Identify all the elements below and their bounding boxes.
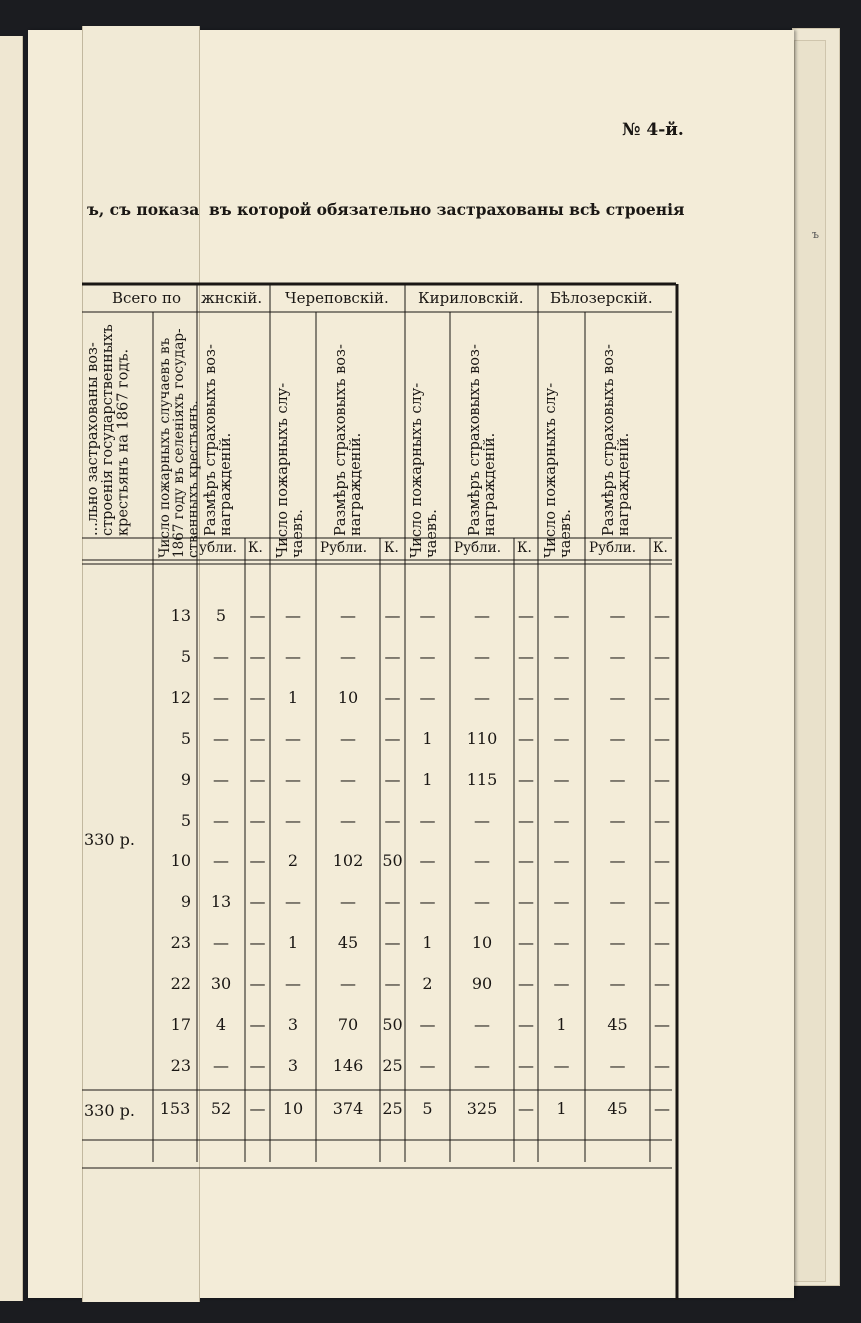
cell-c1-k: — — [249, 1015, 266, 1034]
total-c4-r: 45 — [607, 1099, 628, 1118]
cell-c4-k: — — [654, 974, 670, 994]
total-c4-k: — — [654, 1099, 670, 1118]
total-c3-n: 5 — [422, 1099, 433, 1118]
cell-c1-k: — — [249, 933, 266, 953]
cell-c4-r: — — [609, 933, 626, 953]
cell-c1-r: — — [213, 769, 229, 789]
col-header-fires-d3: Число пожарныхъ слу- чаевъ. — [409, 382, 441, 558]
col-header-payment-d3: Размѣръ страховыхъ воз- награжденій. — [467, 344, 499, 536]
cell-c3-r: — — [474, 687, 490, 707]
cell-total: 17 — [170, 1015, 191, 1034]
page-stack-edge-inner — [794, 40, 826, 1282]
cell-c2-n: 3 — [287, 1015, 299, 1034]
unit-kop-d3: К. — [517, 540, 532, 556]
cell-c4-r: — — [609, 687, 626, 707]
totals-assessed: 330 р. — [84, 1101, 135, 1120]
cell-c4-r: — — [609, 1055, 626, 1075]
cell-c2-r: — — [340, 974, 356, 994]
cell-c4-r: — — [609, 892, 626, 912]
cell-c4-r: — — [609, 646, 626, 666]
cell-total: 22 — [170, 974, 191, 994]
cell-c1-r: — — [213, 810, 229, 830]
cell-c4-k: — — [654, 933, 670, 953]
total-c1-k: — — [249, 1099, 266, 1118]
col-header-assessed: ...льно застрахованы воз- строенія государственныхъ крестьянъ на 1867 годъ. — [85, 324, 132, 536]
cell-c2-k: — — [384, 892, 401, 912]
cell-c4-n: — — [553, 892, 570, 912]
cell-c2-k: — — [384, 810, 401, 830]
cell-c3-n: — — [419, 1015, 436, 1034]
cell-c4-k: — — [654, 646, 670, 666]
cell-c1-r: 13 — [210, 892, 232, 912]
cell-c1-r: 30 — [210, 974, 232, 994]
cell-c3-k: — — [518, 933, 534, 953]
cell-c3-r: — — [474, 892, 490, 912]
cell-c4-r: — — [609, 851, 626, 871]
cell-c2-r: — — [340, 810, 356, 830]
cell-c3-n: — — [419, 1055, 436, 1075]
cell-c2-n: — — [285, 728, 301, 748]
cell-c2-k: — — [384, 606, 401, 625]
cell-c4-n: — — [553, 851, 570, 871]
cell-c2-n: 1 — [287, 687, 299, 707]
cell-c3-r: — — [474, 606, 490, 625]
unit-rub-d1: убли. — [199, 540, 237, 556]
cell-c2-n: — — [285, 892, 301, 912]
cell-c3-k: — — [518, 728, 534, 748]
cell-c2-n: 2 — [287, 851, 299, 871]
cell-total: 23 — [170, 1055, 191, 1075]
cell-c4-k: — — [654, 851, 670, 871]
cell-c2-r: 70 — [337, 1015, 359, 1034]
cell-c3-k: — — [518, 646, 534, 666]
cell-c3-k: — — [518, 687, 534, 707]
cell-c2-r: — — [340, 769, 356, 789]
cell-c3-r: — — [474, 1055, 490, 1075]
cell-c3-k: — — [518, 1015, 534, 1034]
cell-c2-k: — — [384, 974, 401, 994]
cell-c1-r: — — [213, 728, 229, 748]
cell-c1-r: — — [213, 646, 229, 666]
group-header-kirillov: Кириловскій. — [418, 289, 524, 307]
cell-total: 23 — [170, 933, 191, 953]
cell-c3-n: — — [419, 810, 436, 830]
cell-c1-k: — — [249, 728, 266, 748]
cell-c3-n: — — [419, 687, 436, 707]
cell-c1-k: — — [249, 646, 266, 666]
cell-c3-n: 1 — [422, 933, 433, 953]
total-c3-r: 325 — [466, 1099, 498, 1118]
cell-total: 13 — [170, 606, 191, 625]
cell-c2-k: 50 — [382, 851, 403, 871]
cell-c3-r: — — [474, 1015, 490, 1034]
cell-c4-r: — — [609, 606, 626, 625]
cell-c2-k: — — [384, 769, 401, 789]
cell-c3-r: 115 — [466, 769, 498, 789]
cell-c1-r: 5 — [215, 606, 227, 625]
cell-c3-k: — — [518, 1055, 534, 1075]
cell-c3-n: — — [419, 606, 436, 625]
cell-c4-r: — — [609, 728, 626, 748]
col-header-fires-d2: Число пожарныхъ слу- чаевъ. — [275, 382, 307, 558]
cell-c3-k: — — [518, 606, 534, 625]
cell-c2-n: 3 — [287, 1055, 299, 1075]
col-header-fires-d4: Число пожарныхъ слу- чаевъ. — [543, 382, 575, 558]
cell-c4-n: — — [553, 974, 570, 994]
cell-c2-r: — — [340, 646, 356, 666]
unit-kop-d4: К. — [653, 540, 668, 556]
cell-c2-n: 1 — [287, 933, 299, 953]
cell-c3-k: — — [518, 974, 534, 994]
cell-c1-k: — — [249, 769, 266, 789]
cell-c4-n: — — [553, 687, 570, 707]
col-header-total-fires: Число пожарныхъ случаевъ въ 1867 году въ селеніяхъ государ- ственныхъ крестьянъ. — [157, 328, 202, 558]
cell-c3-n: 1 — [422, 728, 433, 748]
cell-c2-r: — — [340, 606, 356, 625]
cell-c1-r: — — [213, 1055, 229, 1075]
total-c3-k: — — [518, 1099, 534, 1118]
cell-c2-r: 45 — [337, 933, 359, 953]
col-header-payment-d4: Размѣръ страховыхъ воз- награжденій. — [601, 344, 633, 536]
cell-total: 12 — [170, 687, 191, 707]
total-total: 153 — [159, 1099, 191, 1118]
header-title: въ которой обязательно застрахованы всѣ строенія — [209, 200, 685, 219]
left-page-edge — [0, 36, 23, 1301]
cell-c3-r: 10 — [471, 933, 493, 953]
group-header-cherepovets: Череповскій. — [285, 289, 389, 307]
cell-c1-k: — — [249, 974, 266, 994]
cell-c3-n: 1 — [422, 769, 433, 789]
cell-c2-k: 50 — [382, 1015, 403, 1034]
cell-c2-k: 25 — [382, 1055, 403, 1075]
unit-rub-d2: Рубли. — [320, 540, 368, 556]
cell-c4-n: — — [553, 933, 570, 953]
cell-c4-n: — — [553, 810, 570, 830]
cell-c2-n: — — [285, 974, 301, 994]
col-header-payment-d2: Размѣръ страховыхъ воз- награжденій. — [333, 344, 365, 536]
cell-c4-n: — — [553, 1055, 570, 1075]
cell-total: 9 — [180, 892, 191, 912]
assessed-value: 330 р. — [84, 830, 135, 849]
cell-c2-r: — — [340, 892, 356, 912]
cell-c2-k: — — [384, 933, 401, 953]
cell-c4-n: — — [553, 769, 570, 789]
unit-rub-d3: Рубли. — [454, 540, 502, 556]
cell-c4-k: — — [654, 769, 670, 789]
cell-c1-r: 4 — [215, 1015, 227, 1034]
cell-total: 9 — [180, 769, 191, 789]
total-c1-r: 52 — [210, 1099, 232, 1118]
total-c2-k: 25 — [382, 1099, 403, 1118]
cell-c4-r: — — [609, 810, 626, 830]
cell-c3-r: 90 — [471, 974, 493, 994]
cell-c2-k: — — [384, 646, 401, 666]
cell-total: 10 — [170, 851, 191, 871]
cell-c1-r: — — [213, 933, 229, 953]
cell-c2-n: — — [285, 810, 301, 830]
unit-kop-d1: К. — [248, 540, 263, 556]
cell-c3-k: — — [518, 851, 534, 871]
cell-total: 5 — [180, 728, 191, 748]
cell-c4-k: — — [654, 810, 670, 830]
col-header-payment-d1: Размѣръ страховыхъ воз- награжденій. — [203, 344, 235, 536]
cell-c3-n: — — [419, 892, 436, 912]
cell-c1-r: — — [213, 687, 229, 707]
cell-c3-k: — — [518, 892, 534, 912]
cell-c4-k: — — [654, 1015, 670, 1034]
cell-c2-r: 102 — [332, 851, 364, 871]
cell-c3-r: 110 — [466, 728, 498, 748]
cell-c3-r: — — [474, 851, 490, 871]
unit-rub-d4: Рубли. — [589, 540, 637, 556]
cell-c1-k: — — [249, 687, 266, 707]
group-header-belozersk: Бѣлозерскій. — [550, 289, 653, 307]
cell-c2-r: 10 — [337, 687, 359, 707]
cell-c4-n: — — [553, 646, 570, 666]
cell-c3-k: — — [518, 810, 534, 830]
cell-c4-r: — — [609, 769, 626, 789]
group-header-district-1: жнскій. — [201, 289, 263, 307]
cell-c4-k: — — [654, 1055, 670, 1075]
cell-c2-n: — — [285, 606, 301, 625]
cell-c3-r: — — [474, 646, 490, 666]
cell-c4-n: 1 — [556, 1015, 567, 1034]
edge-glyph: ъ — [812, 228, 819, 241]
cell-c2-n: — — [285, 646, 301, 666]
cell-c4-n: — — [553, 606, 570, 625]
cell-c2-k: — — [384, 728, 401, 748]
cell-c3-n: 2 — [422, 974, 433, 994]
cell-c4-n: — — [553, 728, 570, 748]
cell-c1-k: — — [249, 892, 266, 912]
cell-c4-k: — — [654, 728, 670, 748]
cell-c2-r: — — [340, 728, 356, 748]
cell-c2-k: — — [384, 687, 401, 707]
total-c2-r: 374 — [332, 1099, 364, 1118]
page-number: № 4-й. — [622, 120, 684, 140]
cell-c1-k: — — [249, 851, 266, 871]
cell-c4-k: — — [654, 892, 670, 912]
cell-c3-r: — — [474, 810, 490, 830]
cell-c1-k: — — [249, 1055, 266, 1075]
total-c4-n: 1 — [556, 1099, 567, 1118]
group-header-total: Всего по — [112, 289, 181, 307]
total-c2-n: 10 — [282, 1099, 304, 1118]
cell-c4-r: — — [609, 974, 626, 994]
unit-kop-d2: К. — [384, 540, 399, 556]
cell-c4-k: — — [654, 687, 670, 707]
cell-c2-r: 146 — [332, 1055, 364, 1075]
cell-total: 5 — [180, 810, 191, 830]
cell-c1-k: — — [249, 606, 266, 625]
cell-c2-n: — — [285, 769, 301, 789]
cell-total: 5 — [180, 646, 191, 666]
cell-c4-r: 45 — [607, 1015, 628, 1034]
cell-c1-r: — — [213, 851, 229, 871]
header-fragment-left: ъ, съ показа — [87, 200, 200, 219]
cell-c3-n: — — [419, 646, 436, 666]
cell-c4-k: — — [654, 606, 670, 625]
cell-c3-n: — — [419, 851, 436, 871]
cell-c1-k: — — [249, 810, 266, 830]
cell-c3-k: — — [518, 769, 534, 789]
